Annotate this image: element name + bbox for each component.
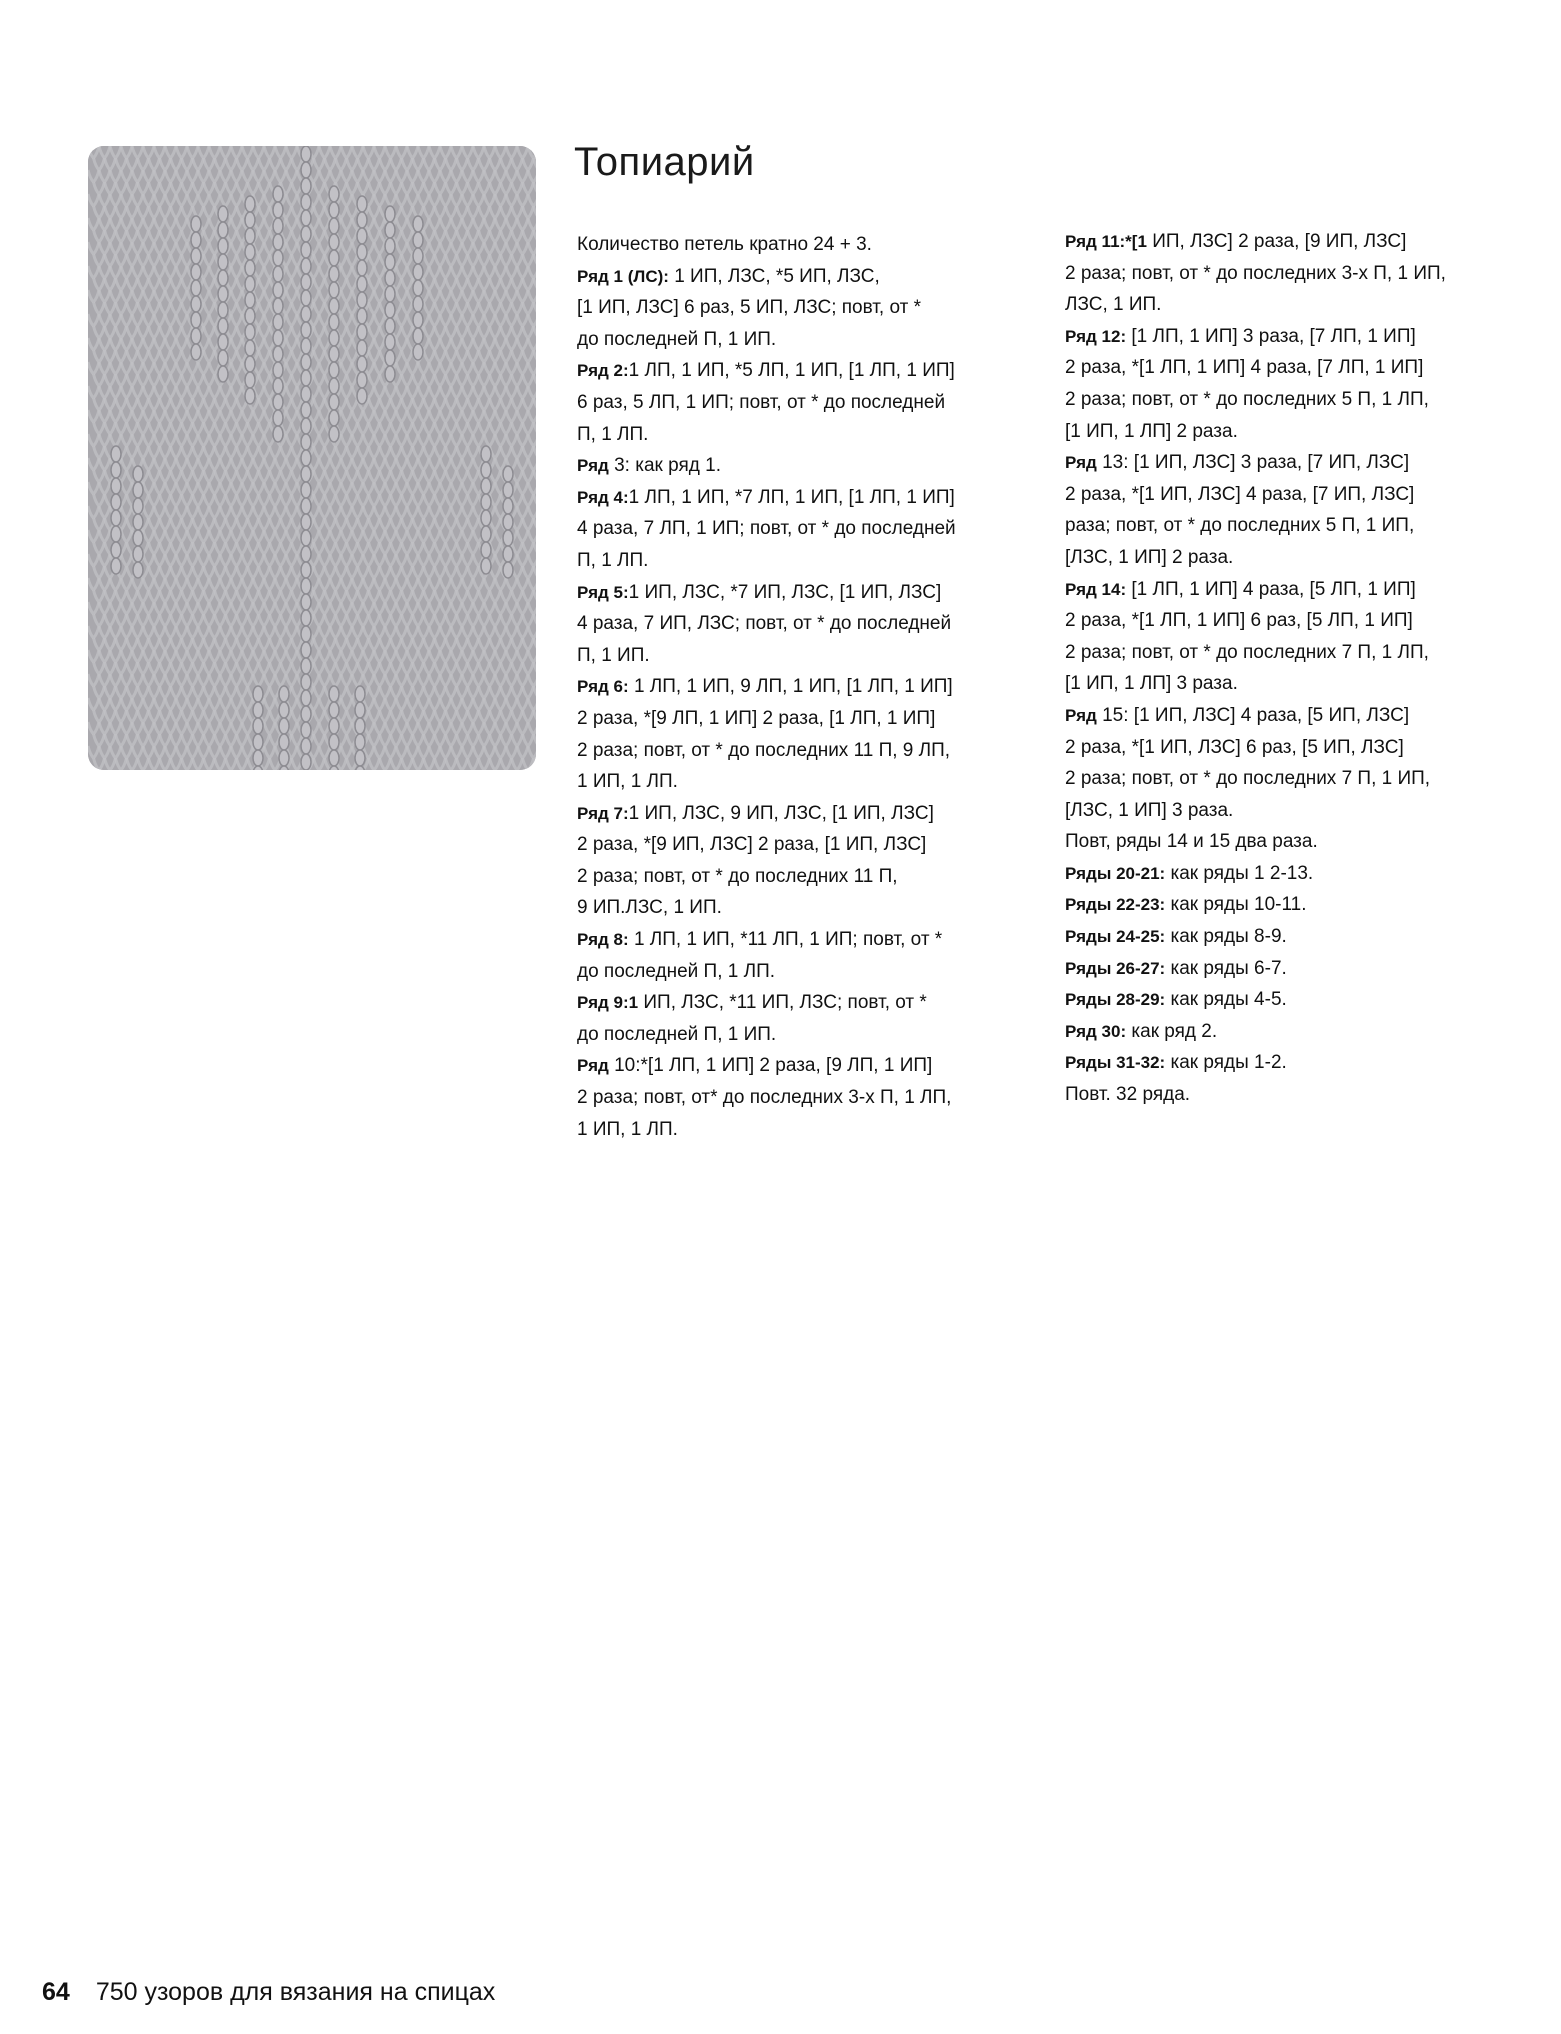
instruction-line	[1065, 321, 1446, 353]
row-text: как ряды 4-5.	[1165, 989, 1287, 1011]
row-label: Ряды 28-29:	[1065, 990, 1166, 1010]
row-label: Ряды 31-32:	[1065, 1053, 1166, 1073]
instruction-line	[577, 419, 956, 451]
row-text: как ряды 6-7.	[1165, 957, 1287, 979]
instruction-line	[577, 924, 956, 956]
instruction-line	[577, 829, 956, 861]
row-text: 1 ЛП, 1 ИП, 9 ЛП, 1 ИП, [1 ЛП, 1 ИП]	[628, 676, 953, 698]
row-label: Ряд 30:	[1065, 1021, 1127, 1041]
row-text: 2 раза, *[1 ИП, ЛЗС] 6 раз, [5 ИП, ЛЗС]	[1065, 736, 1404, 758]
row-text: до последней П, 1 ЛП.	[577, 960, 776, 982]
row-label: Ряды 24-25:	[1065, 927, 1166, 947]
instruction-line	[1065, 258, 1446, 290]
row-label: Ряд 9:1	[577, 993, 639, 1013]
instruction-line	[1065, 763, 1446, 795]
row-label: Ряды 26-27:	[1065, 958, 1166, 978]
row-text: [1 ИП, ЛЗС] 6 раз, 5 ИП, ЛЗС; повт, от *	[577, 297, 921, 319]
instruction-line	[577, 1082, 956, 1114]
row-text: 1 ИП, 1 ЛП.	[577, 1118, 678, 1140]
instruction-line	[1065, 795, 1446, 827]
row-text: 2 раза, *[1 ЛП, 1 ИП] 4 раза, [7 ЛП, 1 ИП]	[1065, 357, 1424, 379]
page-footer	[42, 1978, 495, 2007]
row-text: 13: [1 ИП, ЛЗС] 3 раза, [7 ИП, ЛЗС]	[1096, 452, 1410, 474]
row-text: 1 ЛП, 1 ИП, *11 ЛП, 1 ИП; повт, от *	[628, 929, 943, 951]
instruction-line	[577, 1050, 956, 1082]
row-text: 2 раза; повт, от * до последних 5 П, 1 ЛП,	[1065, 388, 1429, 410]
row-text: 6 раз, 5 ЛП, 1 ИП; повт, от * до последней	[577, 391, 946, 413]
row-label: Ряд 11:*[1	[1065, 232, 1147, 251]
instruction-line	[1065, 732, 1446, 764]
row-label: Ряд 5:	[577, 582, 629, 602]
instruction-line	[577, 892, 956, 924]
instruction-line	[1065, 1047, 1446, 1079]
instruction-line	[577, 450, 956, 482]
row-text: 4 раза, 7 ИП, ЛЗС; повт, от * до последней	[577, 613, 952, 635]
instruction-line	[577, 387, 956, 419]
instruction-line	[577, 545, 956, 577]
row-text: 2 раза, *[9 ИП, ЛЗС] 2 раза, [1 ИП, ЛЗС]	[577, 834, 927, 856]
row-text: 10:*[1 ЛП, 1 ИП] 2 раза, [9 ЛП, 1 ИП]	[608, 1055, 933, 1077]
row-text: [ЛЗС, 1 ИП] 2 раза.	[1065, 546, 1234, 568]
instruction-line	[1065, 416, 1446, 448]
instruction-line	[577, 798, 956, 830]
instruction-line	[1065, 826, 1446, 858]
row-text: как ряды 8-9.	[1165, 926, 1287, 948]
row-text: 2 раза, *[1 ИП, ЛЗС] 4 раза, [7 ИП, ЛЗС]	[1065, 483, 1415, 505]
instruction-line	[577, 703, 956, 735]
instruction-line	[1065, 605, 1446, 637]
instruction-line	[1065, 352, 1446, 384]
instruction-line	[1065, 953, 1446, 985]
row-text: П, 1 ЛП.	[577, 423, 649, 445]
row-label: Ряд	[1065, 453, 1097, 473]
row-label: Ряд 1 (ЛС):	[577, 266, 669, 286]
row-text: 3: как ряд 1.	[608, 455, 721, 477]
instruction-line	[1065, 574, 1446, 606]
instruction-line	[577, 640, 956, 672]
instruction-line	[577, 735, 956, 767]
instruction-line	[1065, 1016, 1446, 1048]
book-title: 750 узоров для вязания на спицах	[95, 1978, 496, 2006]
row-label: Ряд 14:	[1065, 579, 1127, 599]
instruction-line	[577, 292, 956, 324]
instruction-line	[577, 671, 956, 703]
row-text: 9 ИП.ЛЗС, 1 ИП.	[577, 897, 722, 919]
row-label: Ряд	[577, 456, 609, 476]
instruction-line	[1065, 1079, 1446, 1111]
row-text: П, 1 ЛП.	[577, 549, 649, 571]
instruction-line	[1065, 700, 1446, 732]
row-text: [1 ЛП, 1 ИП] 3 раза, [7 ЛП, 1 ИП]	[1126, 325, 1416, 347]
row-text: 1 ЛП, 1 ИП, *7 ЛП, 1 ИП, [1 ЛП, 1 ИП]	[628, 486, 955, 508]
instruction-line	[577, 577, 956, 609]
row-text: Количество петель кратно 24 + 3.	[577, 234, 872, 255]
instruction-line	[1065, 510, 1446, 542]
row-text: 2 раза; повт, от * до последних 11 П,	[577, 865, 898, 887]
row-text: 1 ИП, ЛЗС, *5 ИП, ЛЗС,	[668, 265, 880, 287]
instruction-line	[577, 608, 956, 640]
row-text: 2 раза; повт, от * до последних 7 П, 1 ЛП,	[1065, 641, 1429, 663]
row-text: ЛЗС, 1 ИП.	[1065, 294, 1162, 316]
row-label: Ряды 20-21:	[1065, 863, 1166, 883]
instruction-line	[577, 987, 956, 1019]
knitting-texture-image	[88, 146, 536, 770]
instruction-line	[577, 956, 956, 988]
row-text: до последней П, 1 ИП.	[577, 1023, 777, 1045]
row-text: 2 раза; повт, от * до последних 11 П, 9 ЛП,	[577, 739, 951, 761]
row-label: Ряд 2:	[577, 361, 629, 381]
row-text: 1 ИП, 1 ЛП.	[577, 771, 678, 793]
instruction-line	[1065, 542, 1446, 574]
row-text: П, 1 ИП.	[577, 644, 650, 666]
row-text: как ряд 2.	[1126, 1020, 1218, 1042]
row-text: ИП, ЛЗС] 2 раза, [9 ИП, ЛЗС]	[1146, 231, 1407, 252]
instruction-line	[1065, 384, 1446, 416]
row-label: Ряд 6:	[577, 677, 629, 697]
instruction-line	[1065, 858, 1446, 890]
instructions-column-left	[577, 229, 956, 1145]
row-label: Ряд	[577, 1056, 609, 1076]
row-label: Ряд 7:	[577, 803, 629, 823]
instruction-line	[1065, 984, 1446, 1016]
instruction-line	[577, 261, 956, 293]
row-label: Ряд	[1065, 705, 1097, 725]
instruction-line	[1065, 447, 1446, 479]
row-text: [1 ЛП, 1 ИП] 4 раза, [5 ЛП, 1 ИП]	[1126, 578, 1416, 600]
row-label: Ряды 22-23:	[1065, 895, 1166, 915]
row-text: 2 раза, *[1 ЛП, 1 ИП] 6 раз, [5 ЛП, 1 ИП]	[1065, 610, 1413, 632]
row-text: 2 раза; повт, от * до последних 3-х П, 1 ИП,	[1065, 262, 1446, 284]
instruction-line	[1065, 226, 1446, 258]
instruction-line	[1065, 289, 1446, 321]
row-text: 2 раза; повт, от * до последних 7 П, 1 ИП,	[1065, 768, 1431, 790]
instructions-column-right	[1065, 226, 1446, 1111]
instruction-line	[1065, 921, 1446, 953]
row-text: [1 ИП, 1 ЛП] 2 раза.	[1065, 420, 1238, 442]
instruction-line	[577, 324, 956, 356]
instruction-line	[577, 229, 956, 261]
instruction-line	[577, 766, 956, 798]
instruction-line	[1065, 889, 1446, 921]
instruction-line	[577, 861, 956, 893]
instruction-line	[577, 1114, 956, 1146]
row-text: 2 раза; повт, от* до последних 3-х П, 1 ЛП,	[577, 1087, 952, 1109]
row-label: Ряд 12:	[1065, 326, 1127, 346]
row-label: Ряд 8:	[577, 930, 629, 950]
row-text: 1 ИП, ЛЗС, 9 ИП, ЛЗС, [1 ИП, ЛЗС]	[628, 802, 934, 824]
row-text: [ЛЗС, 1 ИП] 3 раза.	[1065, 799, 1234, 821]
instruction-line	[577, 513, 956, 545]
instruction-line	[577, 1019, 956, 1051]
row-text: ИП, ЛЗС, *11 ИП, ЛЗС; повт, от *	[638, 992, 927, 1014]
row-label: Ряд 4:	[577, 487, 629, 507]
row-text: как ряды 10-11.	[1165, 894, 1307, 916]
row-text: как ряды 1 2-13.	[1165, 862, 1314, 884]
instruction-line	[1065, 668, 1446, 700]
row-text: как ряды 1-2.	[1165, 1052, 1287, 1074]
knitting-swatch-photo	[88, 146, 536, 770]
row-text: до последней П, 1 ИП.	[577, 328, 777, 350]
page-number: 64	[42, 1978, 70, 2006]
row-text: 1 ЛП, 1 ИП, *5 ЛП, 1 ИП, [1 ЛП, 1 ИП]	[628, 360, 955, 382]
row-text: раза; повт, от * до последних 5 П, 1 ИП,	[1065, 515, 1415, 537]
instruction-line	[577, 355, 956, 387]
pattern-title: Топиарий	[574, 140, 755, 184]
row-text: Повт. 32 ряда.	[1065, 1084, 1191, 1106]
row-text: 4 раза, 7 ЛП, 1 ИП; повт, от * до последней	[577, 518, 956, 540]
instruction-line	[1065, 637, 1446, 669]
instruction-line	[1065, 479, 1446, 511]
row-text: 15: [1 ИП, ЛЗС] 4 раза, [5 ИП, ЛЗС]	[1096, 704, 1410, 726]
row-text: Повт, ряды 14 и 15 два раза.	[1065, 831, 1318, 853]
row-text: 2 раза, *[9 ЛП, 1 ИП] 2 раза, [1 ЛП, 1 ИП]	[577, 707, 936, 729]
instruction-line	[577, 482, 956, 514]
row-text: 1 ИП, ЛЗС, *7 ИП, ЛЗС, [1 ИП, ЛЗС]	[628, 581, 942, 603]
row-text: [1 ИП, 1 ЛП] 3 раза.	[1065, 673, 1238, 695]
